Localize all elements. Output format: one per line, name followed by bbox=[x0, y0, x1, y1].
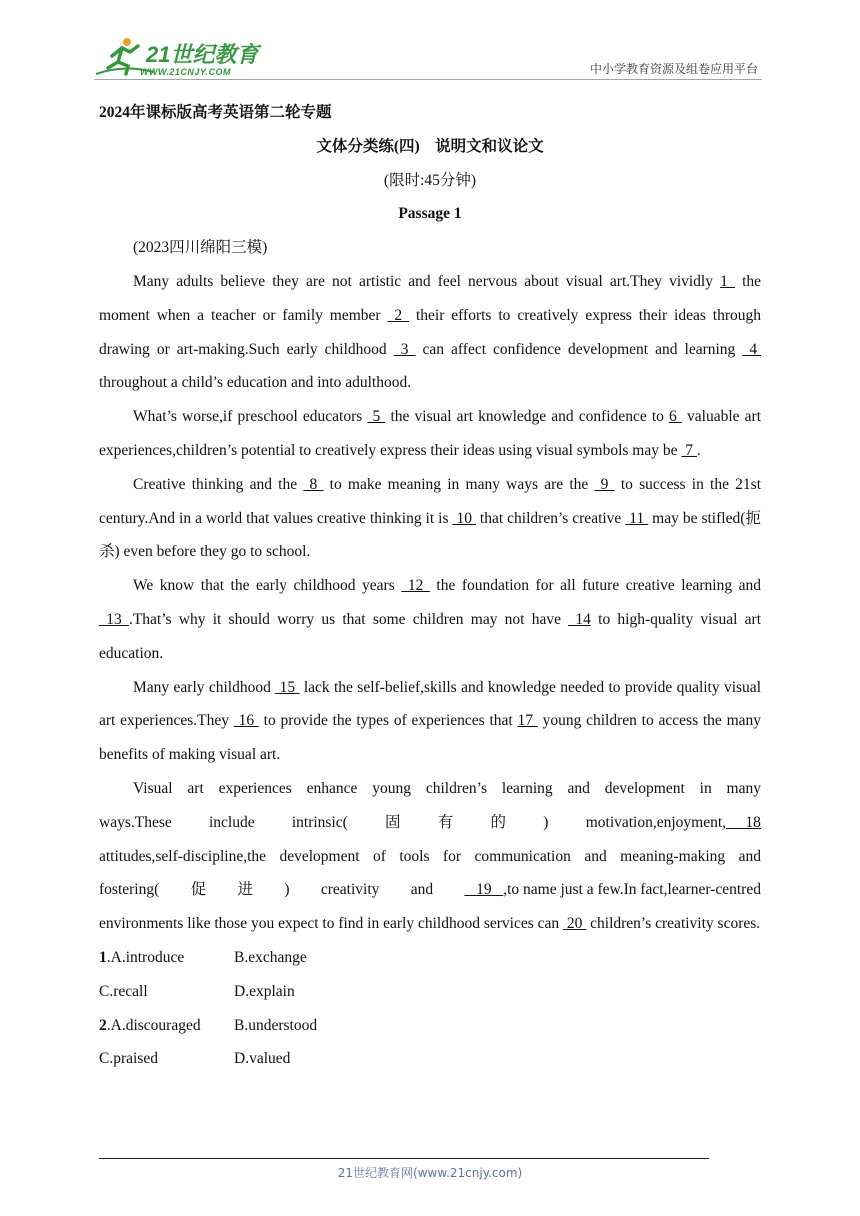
footer-divider bbox=[99, 1158, 709, 1159]
series-title: 2024年课标版高考英语第二轮专题 bbox=[99, 104, 332, 121]
header-tagline: 中小学教育资源及组卷应用平台 bbox=[589, 62, 758, 76]
blank-17[interactable]: 17 bbox=[517, 712, 538, 730]
option-1-d[interactable]: D.explain bbox=[234, 982, 295, 1000]
section-title: 文体分类练(四) 说明文和议论文 bbox=[316, 137, 544, 155]
option-2-c[interactable]: C.praised bbox=[99, 1050, 158, 1068]
paragraph-3: Creative thinking and the 8 to make meaning in many ways are the 9 to success in the 21st century.And in a world that values creative thinking it is 10 that children’s creative 11 may be stifled(扼杀) even before they go to school. bbox=[99, 475, 762, 561]
blank-20[interactable]: 20 bbox=[563, 915, 587, 933]
time-limit: (限时:45分钟) bbox=[383, 171, 477, 189]
footer-text: 21世纪教育网(www.21cnjy.com) bbox=[337, 1166, 523, 1180]
option-1-b[interactable]: B.exchange bbox=[234, 948, 307, 966]
question-2-options bbox=[99, 1009, 761, 1077]
option-2-d[interactable]: D.valued bbox=[234, 1050, 291, 1068]
paragraph-6: Visual art experiences enhance young children’s learning and development in many ways.These include intrinsic( 固 有 的 ) motivation,enjoyment, 18 attitudes,self-discipline,the development of tools for communication and meaning-making and fostering( 促 进 ) creativity and 19 ,to name just a few.In fact,learner-centred environments like those you expect to find in early childhood services can 20 children’s creativity scores. bbox=[99, 779, 761, 933]
blank-11[interactable]: 11 bbox=[625, 509, 649, 527]
document-body bbox=[99, 96, 761, 1076]
blank-14[interactable]: 14 bbox=[568, 610, 591, 628]
blank-10[interactable]: 10 bbox=[452, 509, 476, 527]
paragraph-2: What’s worse,if preschool educators 5 the visual art knowledge and confidence to 6 valuable art experiences,children’s potential to creatively express their ideas using visual symbols may be 7 . bbox=[99, 408, 762, 459]
blank-12[interactable]: 12 bbox=[401, 577, 430, 595]
logo-url: WWW.21CNJY.COM bbox=[140, 67, 232, 77]
header-divider bbox=[94, 79, 762, 80]
svg-text:21世纪教育: 21世纪教育 bbox=[146, 42, 259, 67]
option-2-a[interactable]: 2.A.discouraged bbox=[99, 1016, 201, 1034]
option-1-a[interactable]: 1.A.introduce bbox=[99, 948, 185, 966]
blank-1[interactable]: 1 bbox=[720, 272, 735, 290]
question-1-options bbox=[99, 941, 761, 1009]
paragraph-4: We know that the early childhood years 12 the foundation for all future creative learning and 13 .That’s why it should worry us that some children may not have 14 to high-quality visual art education. bbox=[99, 577, 762, 662]
blank-18[interactable]: 18 bbox=[745, 813, 761, 831]
blank-3[interactable]: 3 bbox=[393, 340, 416, 358]
blank-9[interactable]: 9 bbox=[594, 475, 615, 493]
blank-2[interactable]: 2 bbox=[387, 306, 410, 324]
passage-source: (2023四川绵阳三模) bbox=[133, 239, 268, 257]
option-2-b[interactable]: B.understood bbox=[234, 1016, 318, 1034]
page-header bbox=[94, 34, 762, 82]
blank-8[interactable]: 8 bbox=[303, 475, 324, 493]
paragraph-5: Many early childhood 15 lack the self-belief,skills and knowledge needed to provide quality visual art experiences.They 16 to provide the types of experiences that 17 young children to access the many benefits of making visual art. bbox=[99, 678, 762, 764]
option-1-c[interactable]: C.recall bbox=[99, 982, 148, 1000]
blank-7[interactable]: 7 bbox=[681, 441, 697, 459]
blank-16[interactable]: 16 bbox=[233, 712, 259, 730]
blank-19[interactable]: 19 bbox=[476, 881, 492, 899]
blank-13[interactable]: 13 bbox=[99, 610, 129, 628]
blank-5[interactable]: 5 bbox=[367, 408, 386, 426]
passage-title: Passage 1 bbox=[398, 205, 462, 223]
blank-15[interactable]: 15 bbox=[275, 678, 300, 696]
paragraph-1: Many adults believe they are not artistic and feel nervous about visual art.They vividly 1 the moment when a teacher or family member 2 their efforts to creatively express their ideas through drawing or art-making.Such early childhood 3 can affect confidence development and learning 4 throughout a child’s education and into adulthood. bbox=[99, 272, 762, 392]
blank-6[interactable]: 6 bbox=[669, 408, 682, 426]
blank-4[interactable]: 4 bbox=[742, 340, 761, 358]
